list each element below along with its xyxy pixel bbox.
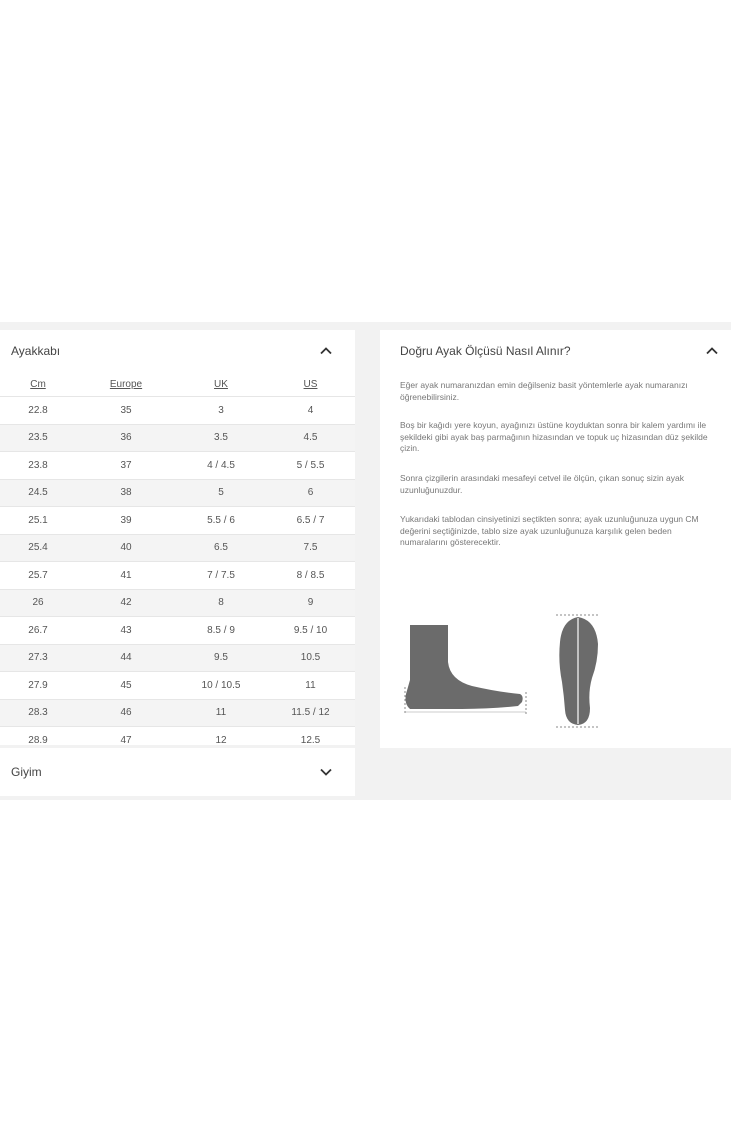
cell-us: 11 [266, 672, 355, 700]
cell-cm: 28.3 [0, 699, 76, 727]
guide-paragraph-select: Yukarıdaki tablodan cinsiyetinizi seçtikten sonra; ayak uzunluğunuza uygun CM değerini seçtiğinizde, tablo size ayak uzunluğunuza karşılık gelen beden numaralarını gösterecektir. [400, 514, 699, 547]
size-table-row [0, 479, 355, 507]
column-header-uk[interactable]: UK [176, 372, 266, 397]
cell-us: 10.5 [266, 644, 355, 672]
cell-uk: 7 / 7.5 [176, 562, 266, 590]
cell-europe: 41 [76, 562, 176, 590]
guide-paragraph-intro: Eğer ayak numaranızdan emin değilseniz basit yöntemlerle ayak numaranızı öğrenebilirsiniz. [400, 380, 688, 402]
foot-side-illustration [402, 610, 532, 720]
cell-us: 6.5 / 7 [266, 507, 355, 535]
cell-uk: 9.5 [176, 644, 266, 672]
chevron-up-icon[interactable] [319, 344, 333, 358]
cell-us: 11.5 / 12 [266, 699, 355, 727]
cell-uk: 10 / 10.5 [176, 672, 266, 700]
cell-cm: 26.7 [0, 617, 76, 645]
size-table-row [0, 699, 355, 727]
cell-cm: 24.5 [0, 479, 76, 507]
size-table-row [0, 507, 355, 535]
cell-uk: 8.5 / 9 [176, 617, 266, 645]
guide-paragraph-draw: Boş bir kağıdı yere koyun, ayağınızı üstüne koyduktan sonra bir kalem yardımı ile şekildeki gibi ayak baş parmağının hizasından ve topuk uç hizasından düz şekilde çizin. [400, 420, 708, 453]
clothing-accordion-header[interactable] [0, 748, 355, 796]
cell-cm: 25.7 [0, 562, 76, 590]
size-table-row [0, 589, 355, 617]
measure-guide-accordion-header[interactable] [380, 330, 731, 372]
size-table-row [0, 644, 355, 672]
size-table-header-row [0, 372, 355, 397]
cell-cm: 25.4 [0, 534, 76, 562]
cell-us: 7.5 [266, 534, 355, 562]
cell-uk: 11 [176, 699, 266, 727]
size-table [0, 372, 355, 755]
cell-us: 8 / 8.5 [266, 562, 355, 590]
shoe-size-title: Ayakkabı [11, 344, 61, 358]
shoe-size-panel [0, 330, 355, 745]
cell-europe: 38 [76, 479, 176, 507]
measure-guide-title: Doğru Ayak Ölçüsü Nasıl Alınır? [400, 344, 571, 358]
chevron-down-icon[interactable] [319, 765, 333, 779]
column-header-europe[interactable]: Europe [76, 372, 176, 397]
cell-uk: 3 [176, 397, 266, 425]
cell-uk: 6.5 [176, 534, 266, 562]
cell-us: 6 [266, 479, 355, 507]
cell-cm: 25.1 [0, 507, 76, 535]
cell-uk: 3.5 [176, 424, 266, 452]
chevron-up-icon[interactable] [705, 344, 719, 358]
size-table-body [0, 397, 355, 755]
cell-europe: 47 [76, 727, 176, 755]
cell-europe: 35 [76, 397, 176, 425]
cell-uk: 4 / 4.5 [176, 452, 266, 480]
cell-uk: 12 [176, 727, 266, 755]
cell-europe: 40 [76, 534, 176, 562]
cell-us: 5 / 5.5 [266, 452, 355, 480]
size-table-row [0, 424, 355, 452]
cell-us: 4.5 [266, 424, 355, 452]
cell-us: 12.5 [266, 727, 355, 755]
cell-uk: 5 [176, 479, 266, 507]
cell-europe: 43 [76, 617, 176, 645]
column-header-cm[interactable]: Cm [0, 372, 76, 397]
size-table-row [0, 617, 355, 645]
cell-europe: 42 [76, 589, 176, 617]
size-table-row [0, 672, 355, 700]
size-table-row [0, 562, 355, 590]
cell-cm: 23.5 [0, 424, 76, 452]
clothing-title: Giyim [11, 765, 42, 779]
guide-paragraph-measure: Sonra çizgilerin arasındaki mesafeyi cetvel ile ölçün, çıkan sonuç sizin ayak uzunluğunuzdur. [400, 473, 684, 495]
cell-uk: 8 [176, 589, 266, 617]
cell-cm: 27.3 [0, 644, 76, 672]
cell-europe: 46 [76, 699, 176, 727]
cell-cm: 22.8 [0, 397, 76, 425]
cell-europe: 36 [76, 424, 176, 452]
cell-cm: 26 [0, 589, 76, 617]
cell-europe: 44 [76, 644, 176, 672]
size-table-row [0, 397, 355, 425]
cell-us: 9 [266, 589, 355, 617]
shoe-size-accordion-header[interactable] [0, 330, 355, 372]
cell-uk: 5.5 / 6 [176, 507, 266, 535]
size-table-row [0, 452, 355, 480]
foot-sole-illustration [552, 612, 604, 730]
cell-europe: 37 [76, 452, 176, 480]
cell-europe: 45 [76, 672, 176, 700]
cell-us: 9.5 / 10 [266, 617, 355, 645]
cell-cm: 28.9 [0, 727, 76, 755]
column-header-us[interactable]: US [266, 372, 355, 397]
size-table-row [0, 534, 355, 562]
cell-us: 4 [266, 397, 355, 425]
measure-guide-panel [380, 330, 731, 748]
cell-cm: 27.9 [0, 672, 76, 700]
cell-cm: 23.8 [0, 452, 76, 480]
cell-europe: 39 [76, 507, 176, 535]
